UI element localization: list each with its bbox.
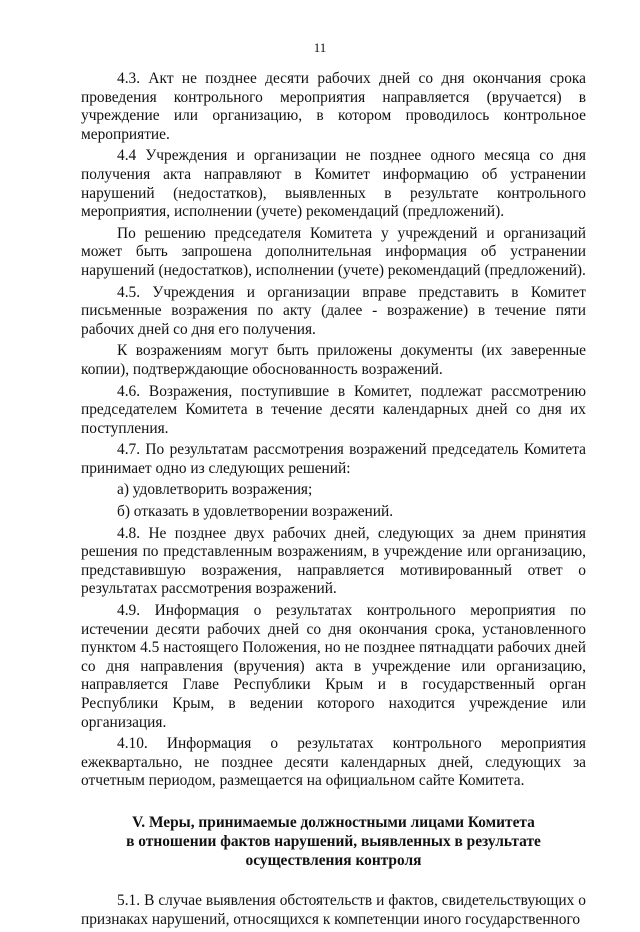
page-number: 11 (313, 40, 327, 55)
paragraph-4-4-note: По решению председателя Комитета у учреждений и организаций может быть запрошена дополнительная информация об устранении нарушений (недостатков), исполнении (учете) рекомендаций (предложений). (81, 224, 586, 279)
section-heading-line-3: осуществления контроля (245, 851, 422, 869)
paragraph-4-3: 4.3. Акт не позднее десяти рабочих дней со дня окончания срока проведения контрольного мероприятия направляется (вручается) в учреждение или организацию, в котором проводилось контрольное мероприятие. (81, 70, 586, 143)
paragraph-4-4: 4.4 Учреждения и организации не позднее одного месяца со дня получения акта направляют в Комитет информацию об устранении нарушений (недостатков), выявленных в результате контрольного мероприятия, исполнении (учете) рекомендаций (предложений). (81, 147, 586, 221)
document-body (81, 70, 586, 932)
paragraph-4-8: 4.8. Не позднее двух рабочих дней, следующих за днем принятия решения по представленным возражениям, в учреждение или организацию, представившую возражения, направляется мотивированный ответ о результатах рассмотрения возражений. (81, 524, 586, 598)
paragraph-4-10: 4.10. Информация о результатах контрольного мероприятия ежеквартально, не позднее десяти календарных дней, следующих за отчетным периодом, размещается на официальном сайте Комитета. (81, 735, 586, 790)
paragraph-4-9: 4.9. Информация о результатах контрольного мероприятия по истечении десяти рабочих дней со дня окончания срока, установленного пунктом 4.5 настоящего Положения, но не позднее пятнадцати рабочих дней со дня направления (вручения) акта в учреждение или организацию, направляется Главе Республики Крым и в государственный орган Республики Крым, в ведении которого находится учреждение или организация. (81, 602, 586, 731)
paragraph-5-1: 5.1. В случае выявления обстоятельств и фактов, свидетельствующих о признаках нарушений, относящихся к компетенции иного государственного (81, 891, 586, 928)
paragraph-4-6: 4.6. Возражения, поступившие в Комитет, подлежат рассмотрению председателем Комитета в течение десяти календарных дней со дня их поступления. (81, 382, 586, 437)
list-item-b: б) отказать в удовлетворении возражений. (117, 503, 394, 521)
section-heading-line-2: в отношении фактов нарушений, выявленных в результате (126, 832, 541, 850)
paragraph-4-5-note: К возражениям могут быть приложены документы (их заверенные копии), подтверждающие обоснованность возражений. (81, 342, 586, 378)
list-item-a: а) удовлетворить возражения; (117, 481, 313, 499)
paragraph-4-7: 4.7. По результатам рассмотрения возражений председатель Комитета принимает одно из следующих решений: (81, 441, 586, 477)
section-heading (81, 813, 586, 870)
section-heading-line-1: V. Меры, принимаемые должностными лицами Комитета (132, 813, 535, 831)
paragraph-4-5: 4.5. Учреждения и организации вправе представить в Комитет письменные возражения по акту (далее - возражение) в течение пяти рабочих дней со дня его получения. (81, 283, 586, 338)
